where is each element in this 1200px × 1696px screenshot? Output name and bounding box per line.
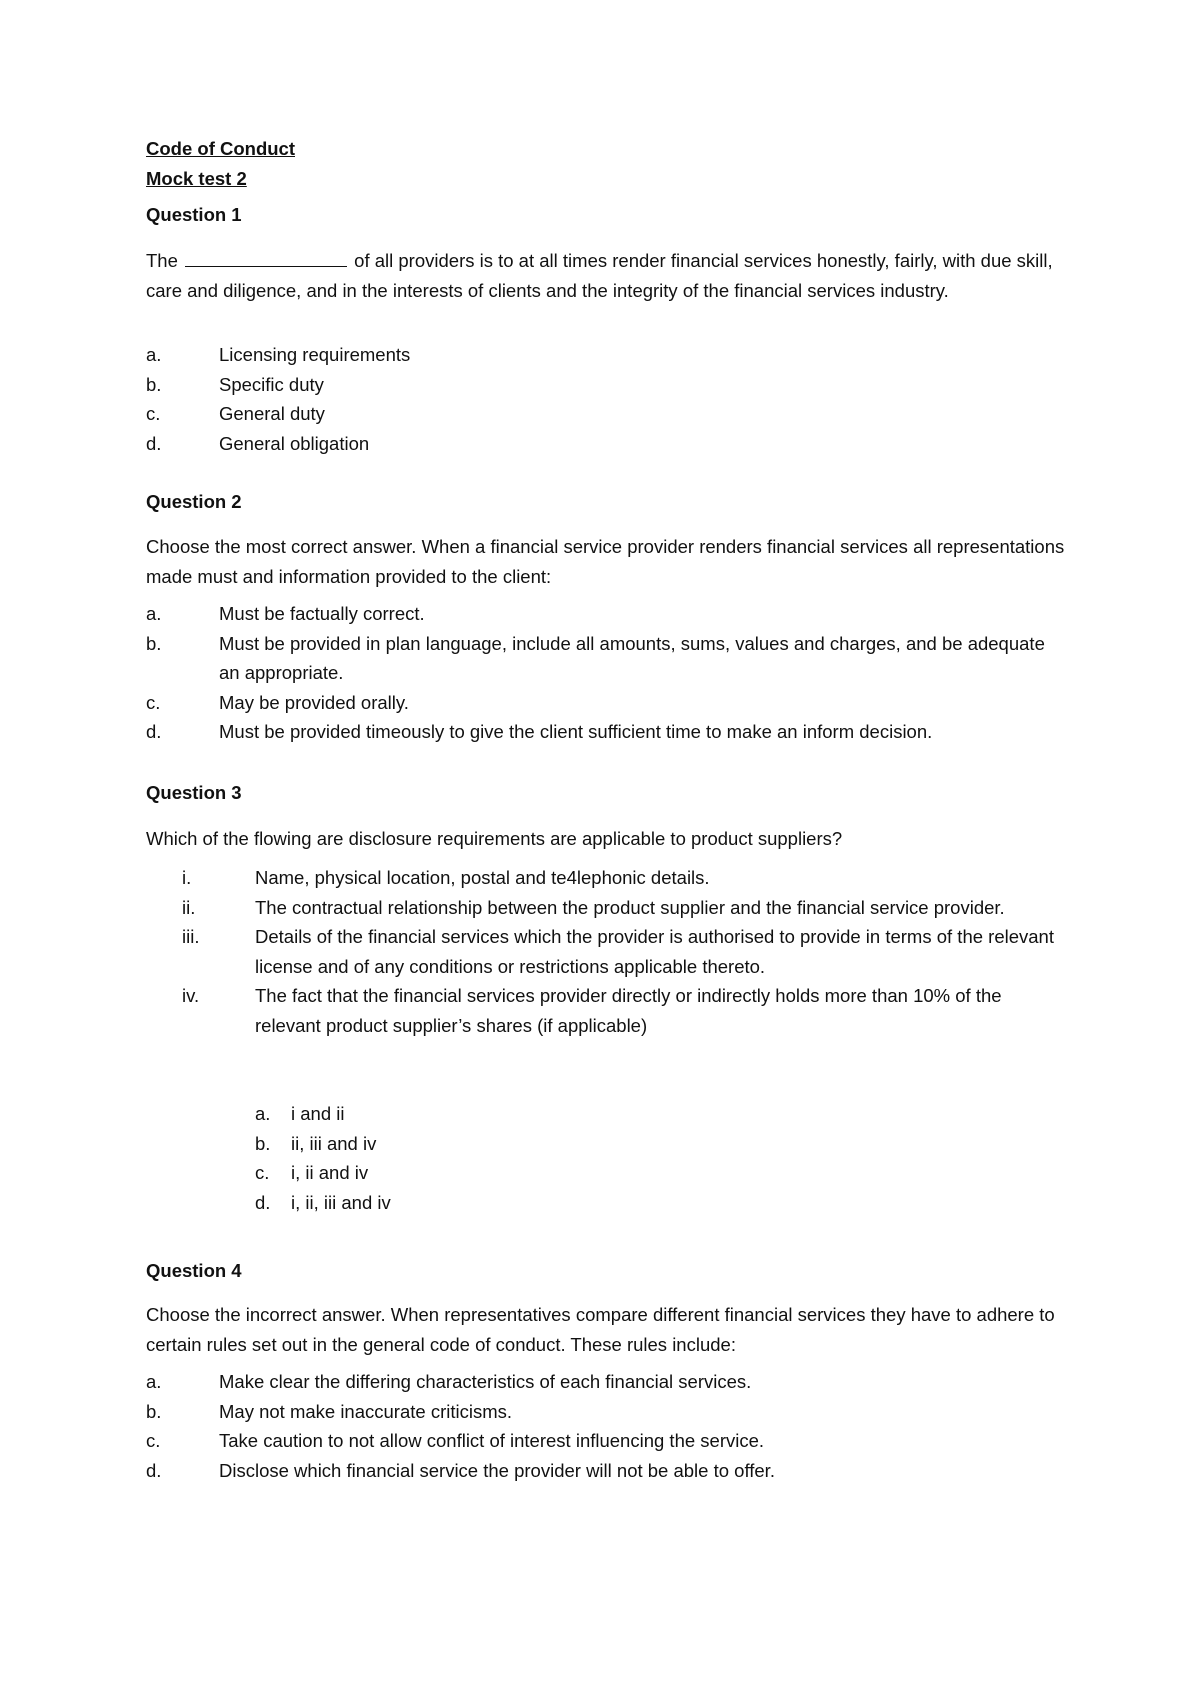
document-page [146,134,1066,1481]
option-label: b. [146,1400,162,1422]
option-item [146,1188,1066,1218]
document-title: Code of Conduct [146,138,296,159]
option-label: c. [146,403,161,424]
option-label: d. [255,1191,271,1213]
option-text: General obligation [219,432,370,454]
question-1-stem [146,246,1066,305]
statement-label: iii. [182,926,200,947]
option-label: a. [146,603,162,624]
option-label: a. [146,344,162,365]
question-2-options [146,599,1066,747]
option-text: Must be provided in plan language, include all amounts, sums, values and charges, and be adequate an appropriate. [219,632,1045,683]
statement-item [146,922,1066,981]
option-text: Make clear the differing characteristics of each financial services. [219,1371,752,1392]
option-item [146,1426,1066,1456]
question-3-stem: Which of the flowing are disclosure requirements are applicable to product suppliers? [146,828,843,849]
question-3-statements [146,863,1066,1040]
statement-item [146,981,1066,1040]
option-label: b. [146,632,162,654]
option-item [146,340,1066,370]
question-3-options [146,1099,1066,1217]
option-label: b. [146,373,162,395]
question-1-options [146,340,1066,458]
document-subtitle: Mock test 2 [146,168,247,189]
option-item [146,1456,1066,1486]
option-text: Must be provided timeously to give the client sufficient time to make an inform decision. [219,721,933,742]
question-2-stem: Choose the most correct answer. When a financial service provider renders financial services all representations made must and information provided to the client: [146,536,1065,587]
option-text: i and ii [291,1103,345,1124]
question-1-heading: Question 1 [146,204,242,225]
fill-in-blank [185,252,347,267]
statement-label: i. [182,867,192,888]
option-label: d. [146,432,162,454]
option-text: ii, iii and iv [291,1132,377,1154]
option-label: c. [146,691,161,713]
statement-item [146,893,1066,923]
option-text: General duty [219,403,325,424]
option-label: a. [255,1103,271,1124]
question-2-heading: Question 2 [146,491,242,512]
option-text: Disclose which financial service the provider will not be able to offer. [219,1459,775,1481]
option-item [146,717,1066,747]
question-1-stem-start: The [146,250,178,271]
option-item [146,429,1066,459]
option-item [146,1158,1066,1188]
option-text: i, ii, iii and iv [291,1191,391,1213]
statement-text: Details of the financial services which the provider is authorised to provide in terms of the relevant license and of any conditions or restrictions applicable thereto. [255,926,1054,977]
statement-text: Name, physical location, postal and te4lephonic details. [255,867,710,888]
option-label: d. [146,721,162,742]
option-text: i, ii and iv [291,1162,369,1183]
statement-item [146,863,1066,893]
option-label: c. [146,1430,161,1451]
statement-label: iv. [182,985,200,1006]
question-4-heading: Question 4 [146,1260,242,1281]
statement-text: The contractual relationship between the product supplier and the financial service provider. [255,896,1005,918]
option-item [146,370,1066,400]
question-3-heading: Question 3 [146,782,242,803]
question-4-options [146,1367,1066,1485]
option-text: May be provided orally. [219,691,409,713]
option-item [146,599,1066,629]
option-label: d. [146,1459,162,1481]
option-text: Take caution to not allow conflict of interest influencing the service. [219,1430,765,1451]
option-item [146,399,1066,429]
statement-text: The fact that the financial services provider directly or indirectly holds more than 10% of the relevant product supplier’s shares (if applicable) [255,985,1002,1036]
option-label: a. [146,1371,162,1392]
question-4-stem: Choose the incorrect answer. When representatives compare different financial services they have to adhere to certain rules set out in the general code of conduct. These rules include: [146,1304,1055,1355]
option-item [146,688,1066,718]
option-item [146,1367,1066,1397]
option-label: c. [255,1162,270,1183]
option-item [146,629,1066,688]
option-label: b. [255,1132,271,1154]
option-text: Specific duty [219,373,324,395]
option-text: Licensing requirements [219,344,411,365]
option-text: Must be factually correct. [219,603,425,624]
option-item [146,1129,1066,1159]
statement-label: ii. [182,896,196,918]
option-item [146,1099,1066,1129]
option-item [146,1397,1066,1427]
question-1-stem-end: of all providers is to at all times render financial services honestly, fairly, with due skill, care and diligence, and in the interests of clients and the integrity of the financial services industry. [146,250,1053,301]
option-text: May not make inaccurate criticisms. [219,1400,513,1422]
